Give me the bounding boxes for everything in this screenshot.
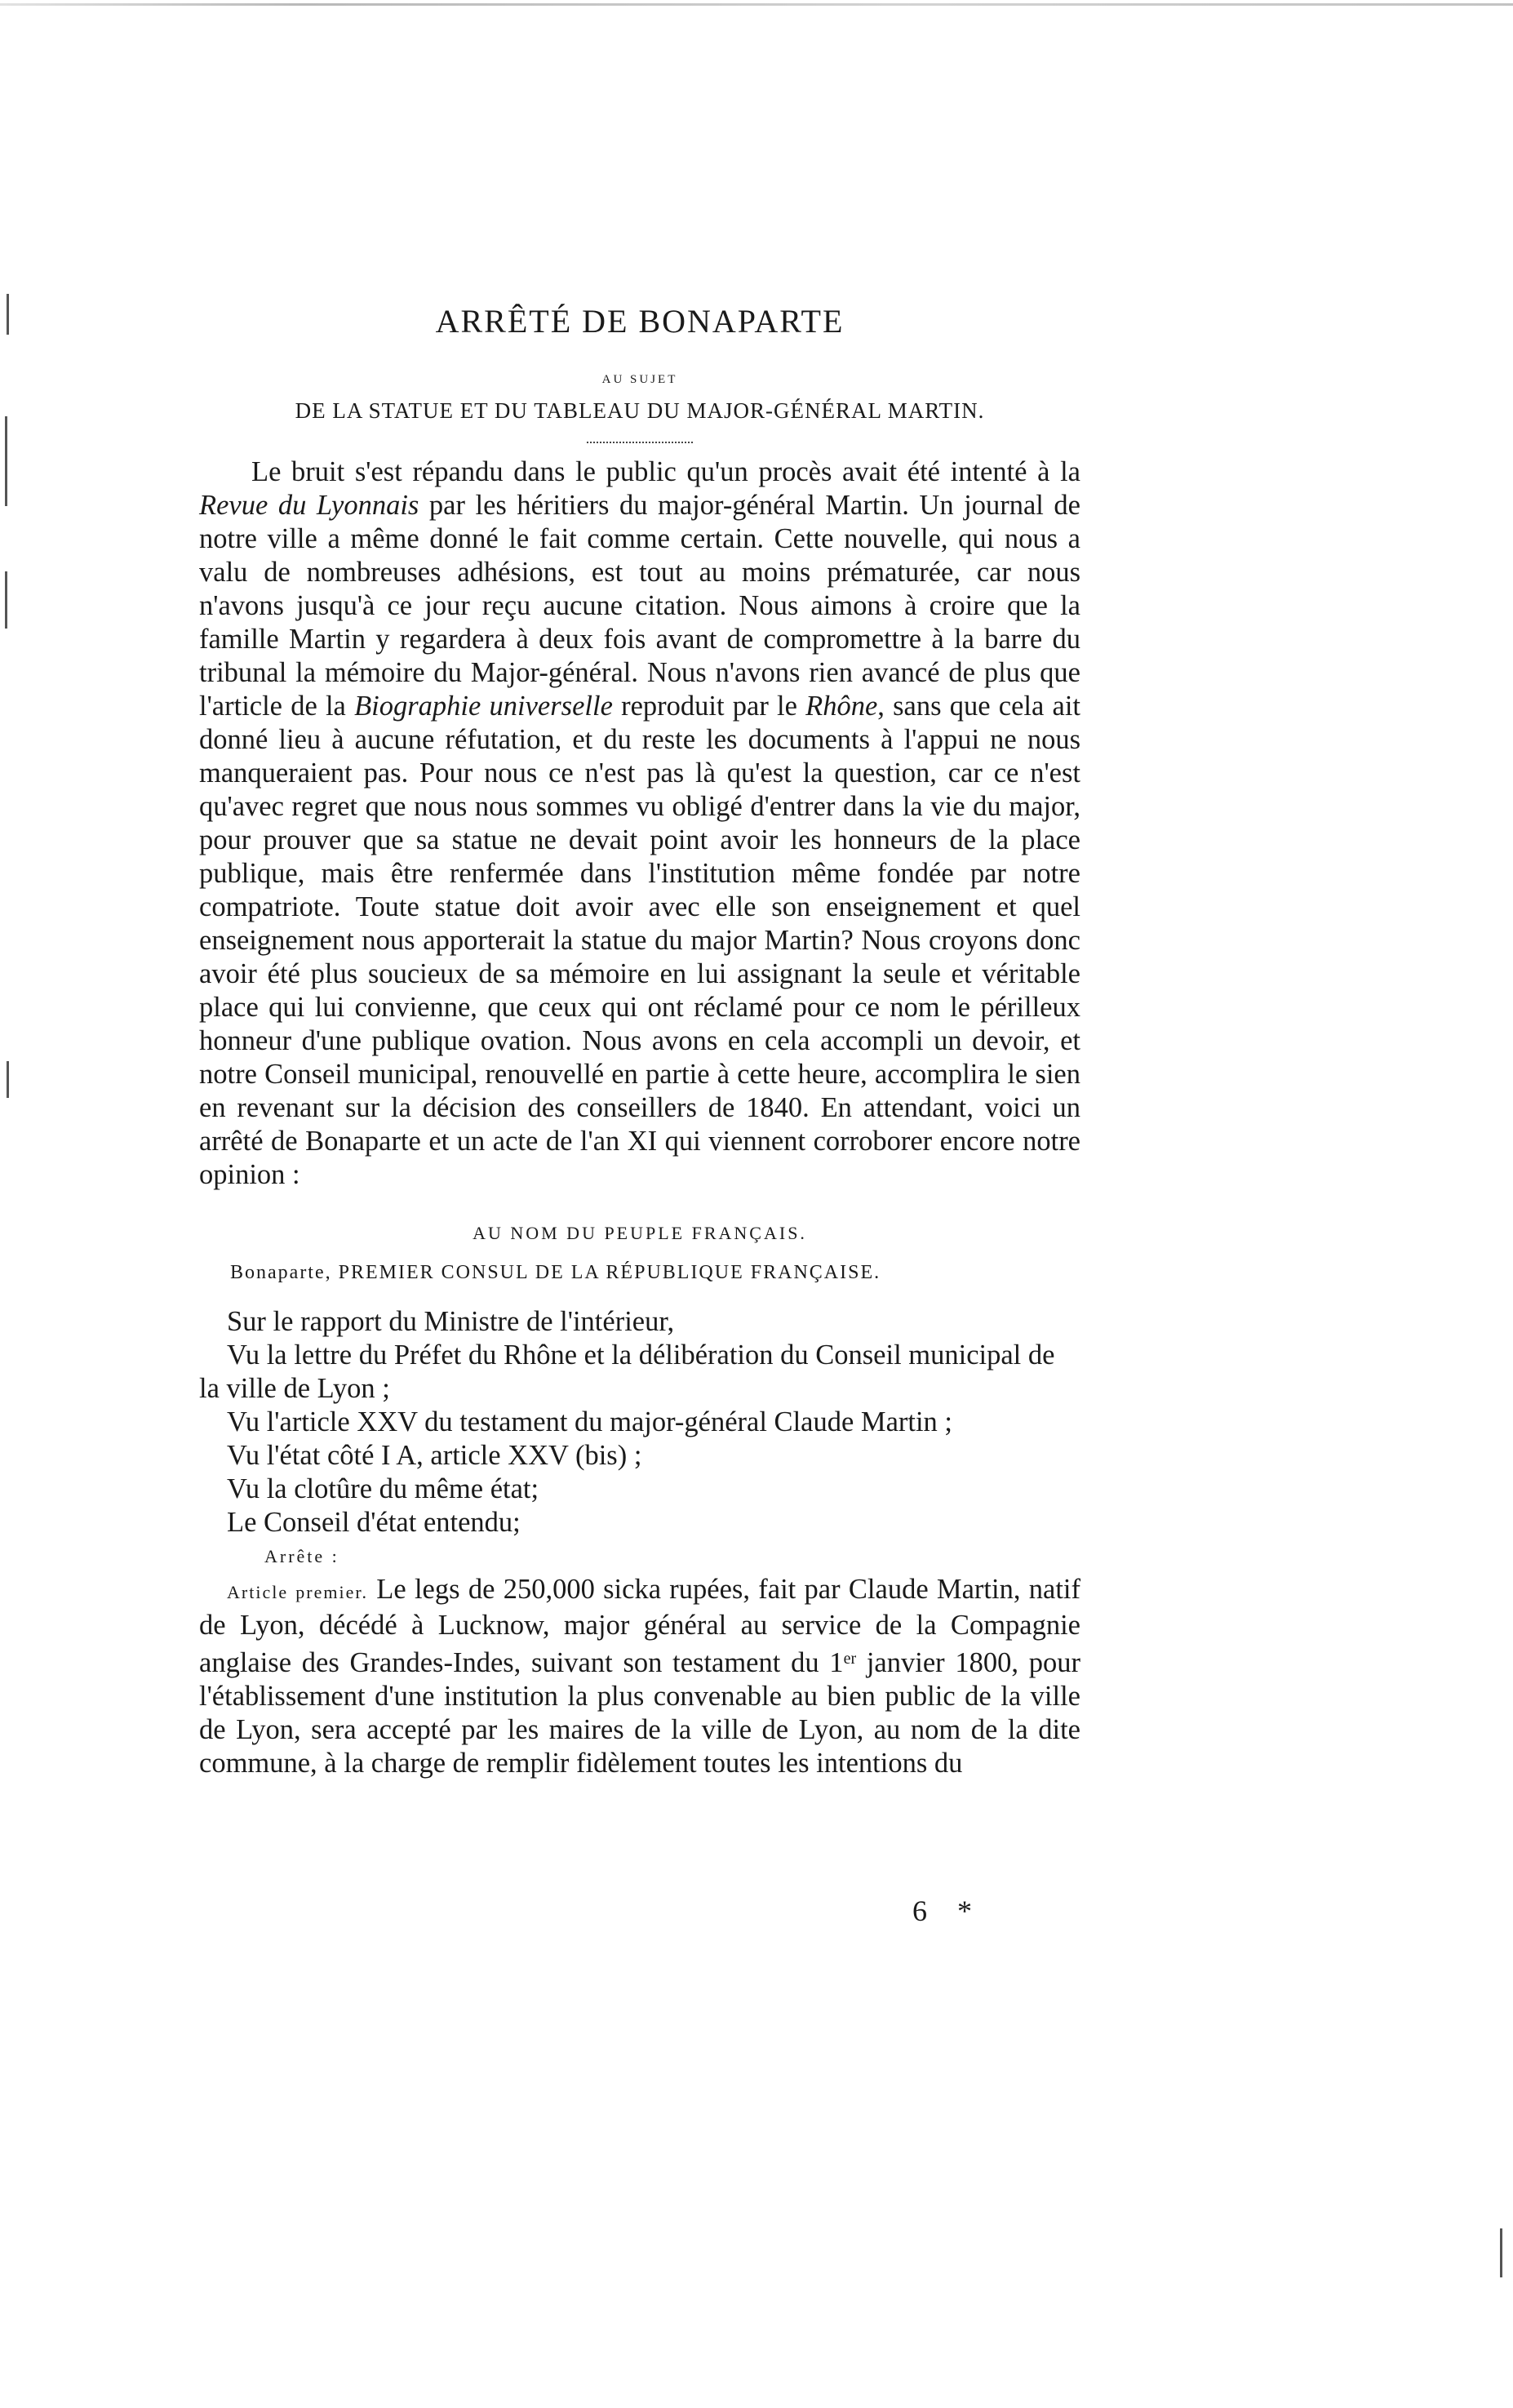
article-superscript: er [843, 1650, 857, 1668]
article-text: Le legs de 250,000 sicka rupées, fait par Claude Martin, natif de Lyon, décédé à Lucknow, major général au service de la Compagnie anglaise des Grandes-Indes, suivant son testament du 1 [199, 1574, 1080, 1678]
decree-line: Vu la clotûre du même état; [227, 1473, 539, 1504]
biographie-title: Biographie universelle [354, 691, 613, 722]
intro-paragraph [199, 455, 1080, 1192]
divider-rule [587, 442, 693, 444]
article-paragraph [199, 1573, 1080, 1780]
intro-text: reproduit par le [612, 691, 806, 722]
consul-title: , PREMIER CONSUL DE LA RÉPUBLIQUE FRANÇAISE. [325, 1262, 881, 1283]
scan-margin-mark [5, 571, 7, 629]
decree-line: Le Conseil d'état entendu; [227, 1507, 521, 1538]
journal-title: Revue du Lyonnais [199, 490, 419, 521]
article-heading: Article premier. [227, 1582, 368, 1602]
page-number: 6 * [912, 1895, 983, 1927]
intro-text: , sans que cela ait donné lieu à aucune réfutation, et du reste les documents à l'appui ne nous manqueraient pas. Pour nous ce n'est pas là qu'est la question, car ce n'est qu'avec regret que nous nous sommes vu obligé d'entrer dans la vie du major, pour prouver que sa statue ne devait point avoir les honneurs de la place publique, mais être renfermée dans l'institution même fondée par notre compatriote. Toute statue doit avoir avec elle son enseignement et quel enseignement nous apporterait la statue du major Martin? Nous croyons donc avoir été plus soucieux de sa mémoire en lui assignant la seule et véritable place qui lui convienne, que ceux qui ont réclamé pour ce nom le périlleux honneur d'une publique ovation. Nous avons en cela accompli un devoir, et notre Conseil municipal, renouvellé en partie à cette heure, accomplira le sien en revenant sur la décision des conseillers de 1840. En attendant, voici un arrêté de Bonaparte et un acte de l'an XI qui viennent corroborer encore notre opinion : [199, 691, 1080, 1190]
arrete-heading: Arrête : [264, 1546, 339, 1566]
decree-block [199, 1305, 1080, 1780]
subtitle: DE LA STATUE ET DU TABLEAU DU MAJOR-GÉNÉRAL MARTIN. [295, 398, 985, 423]
consul-name: Bonaparte [230, 1262, 326, 1283]
decree-heading: AU NOM DU PEUPLE FRANÇAIS. [473, 1223, 807, 1243]
scan-edge-line [0, 3, 1513, 6]
article-text: janvier 1800, pour l'établissement d'une institution la plus convenable au bien public de la ville de Lyon, sera accepté par les maires de la ville de Lyon, au nom de la dite commune, à la charge de remplir fidèlement toutes les intentions du [199, 1647, 1080, 1779]
decree-line: Vu l'état côté I A, article XXV (bis) ; [227, 1440, 642, 1471]
decree-line: Vu la lettre du Préfet du Rhône et la délibération du Conseil municipal de la ville de Lyon ; [199, 1340, 1055, 1404]
text-column [199, 302, 1080, 1780]
scan-margin-mark [7, 294, 9, 335]
decree-line: Sur le rapport du Ministre de l'intérieur, [227, 1306, 675, 1337]
page-title: ARRÊTÉ DE BONAPARTE [435, 303, 845, 340]
intro-text: par les héritiers du major-général Martin. Un journal de notre ville a même donné le fait comme certain. Cette nouvelle, qui nous a valu de nombreuses adhésions, est tout au moins prématurée, car nous n'avons jusqu'à ce jour reçu aucune citation. Nous aimons à croire que la famille Martin y regardera à deux fois avant de compromettre à la barre du tribunal la mémoire du Major-général. Nous n'avons rien avancé de plus que l'article de la [199, 490, 1080, 722]
scan-margin-mark [5, 416, 7, 506]
consul-heading [202, 1262, 1080, 1284]
decree-line: Vu l'article XXV du testament du major-général Claude Martin ; [227, 1406, 953, 1437]
rhone-title: Rhône [805, 691, 878, 722]
intro-text: Le bruit s'est répandu dans le public qu'un procès avait été intenté à la [251, 456, 1080, 487]
scan-margin-mark [7, 1061, 9, 1098]
scan-margin-mark [1500, 2228, 1502, 2277]
subtitle-small: AU SUJET [601, 373, 678, 386]
